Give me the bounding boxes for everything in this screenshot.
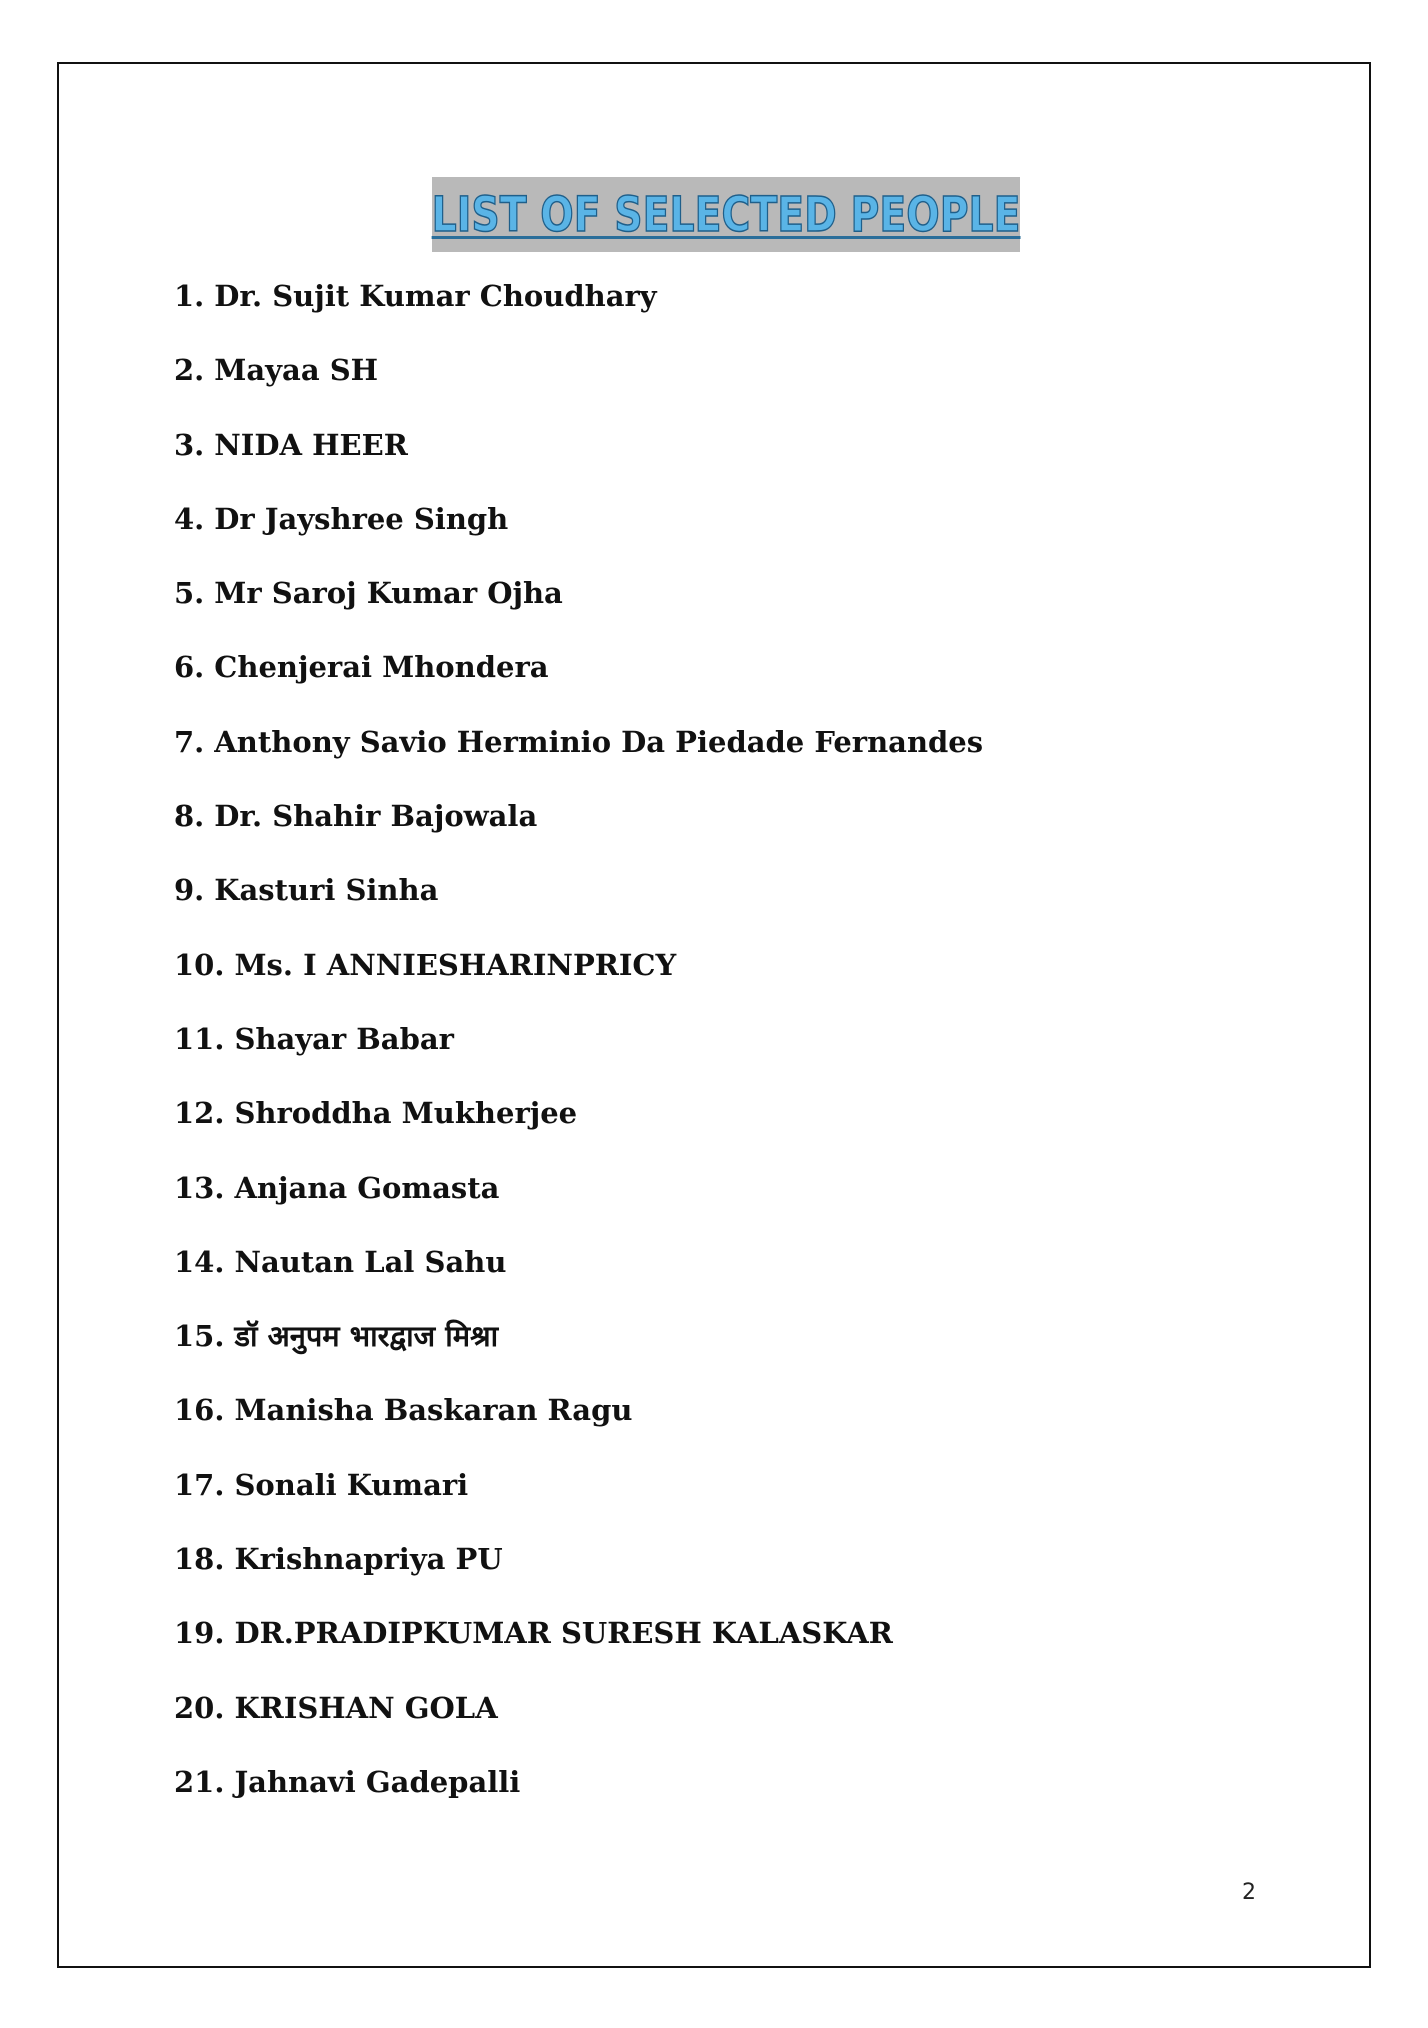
list-item — [174, 722, 983, 796]
list-item-number: 19. — [174, 1616, 225, 1651]
list-item-number: 18. — [174, 1542, 225, 1577]
list-item-number: 16. — [174, 1393, 225, 1428]
list-item-name: Dr Jayshree Singh — [214, 501, 509, 536]
list-item — [174, 1613, 983, 1687]
list-item — [174, 276, 983, 350]
list-item-name: Shayar Babar — [234, 1021, 454, 1056]
list-item-number: 12. — [174, 1096, 225, 1131]
list-item-number: 14. — [174, 1244, 225, 1279]
list-item-name: Manisha Baskaran Ragu — [234, 1393, 633, 1428]
list-item-number: 20. — [174, 1690, 225, 1725]
list-item-name: Shroddha Mukherjee — [234, 1096, 578, 1131]
list-item-name: Chenjerai Mhondera — [214, 650, 549, 685]
list-item — [174, 1093, 983, 1167]
list-item — [174, 1762, 983, 1836]
list-item — [174, 647, 983, 721]
title-banner — [432, 177, 1020, 252]
list-item-name: Anthony Savio Herminio Da Piedade Fernandes — [214, 724, 984, 759]
list-item-number: 2. — [174, 353, 205, 388]
list-item-number: 3. — [174, 427, 205, 462]
list-item-number: 17. — [174, 1467, 225, 1502]
list-item-name: डॉ अनुपम भारद्वाज मिश्रा — [234, 1319, 499, 1354]
list-item — [174, 1688, 983, 1762]
list-item — [174, 1242, 983, 1316]
list-item — [174, 350, 983, 424]
list-item-name: KRISHAN GOLA — [234, 1690, 498, 1725]
list-item-number: 10. — [174, 947, 225, 982]
list-item-number: 21. — [174, 1764, 225, 1799]
list-item-name: Jahnavi Gadepalli — [234, 1764, 521, 1799]
list-item-name: NIDA HEER — [214, 427, 408, 462]
list-item-number: 5. — [174, 576, 205, 611]
list-item-number: 6. — [174, 650, 205, 685]
list-item — [174, 945, 983, 1019]
list-item-number: 1. — [174, 279, 205, 313]
list-item — [174, 1019, 983, 1093]
list-item-number: 15. — [174, 1319, 225, 1354]
list-item-number: 13. — [174, 1170, 225, 1205]
list-item-name: Dr. Sujit Kumar Choudhary — [214, 279, 657, 313]
list-item — [174, 796, 983, 870]
list-item — [174, 1465, 983, 1539]
list-item — [174, 1316, 983, 1390]
list-item-name: Krishnapriya PU — [234, 1542, 503, 1577]
list-item-name: Anjana Gomasta — [234, 1170, 500, 1205]
list-item-name: Dr. Shahir Bajowala — [214, 799, 538, 834]
list-item-name: Kasturi Sinha — [214, 873, 439, 908]
list-item-name: Sonali Kumari — [234, 1467, 469, 1502]
list-item — [174, 1390, 983, 1464]
list-item — [174, 425, 983, 499]
list-item — [174, 499, 983, 573]
list-item-number: 4. — [174, 501, 205, 536]
list-item-number: 9. — [174, 873, 205, 908]
list-item-name: Ms. I ANNIESHARINPRICY — [234, 947, 677, 982]
selected-people-list — [174, 276, 983, 1836]
list-item-number: 8. — [174, 799, 205, 834]
list-item-number: 7. — [174, 724, 205, 759]
list-item — [174, 870, 983, 944]
list-item — [174, 1539, 983, 1613]
list-item-name: Nautan Lal Sahu — [234, 1244, 507, 1279]
list-item-name: Mr Saroj Kumar Ojha — [214, 576, 563, 611]
list-item — [174, 1168, 983, 1242]
list-item-name: Mayaa SH — [214, 353, 379, 388]
list-item — [174, 573, 983, 647]
list-item-name: DR.PRADIPKUMAR SURESH KALASKAR — [234, 1616, 893, 1651]
page-number: 2 — [1242, 1880, 1256, 1905]
list-item-number: 11. — [174, 1021, 225, 1056]
page-title: LIST OF SELECTED PEOPLE — [431, 186, 1021, 243]
